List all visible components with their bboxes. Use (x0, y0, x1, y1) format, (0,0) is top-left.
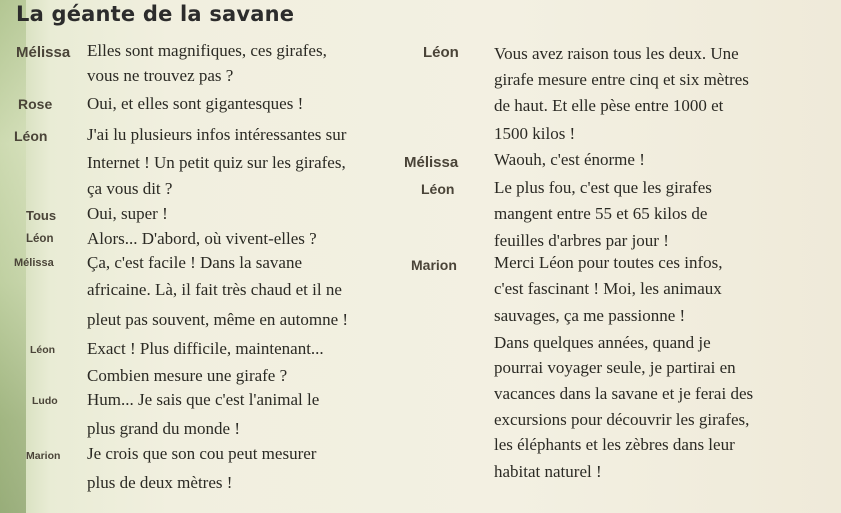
left-speaker-label: Mélissa (16, 44, 71, 61)
right-dialogue-line: 1500 kilos ! (494, 124, 576, 143)
right-dialogue-line: Waouh, c'est énorme ! (494, 150, 645, 169)
right-dialogue-line: vacances dans la savane et je ferai des (494, 384, 754, 403)
left-speaker-label: Rose (18, 96, 53, 112)
right-dialogue-line: feuilles d'arbres par jour ! (494, 231, 669, 250)
left-dialogue-line: J'ai lu plusieurs infos intéressantes sur (87, 125, 347, 144)
right-dialogue-line: pourrai voyager seule, je partirai en (494, 358, 736, 377)
right-dialogue-line: Le plus fou, c'est que les girafes (494, 178, 712, 197)
right-dialogue-line: Dans quelques années, quand je (494, 333, 711, 352)
left-speaker-label: Marion (26, 450, 61, 462)
right-dialogue-line: girafe mesure entre cinq et six mètres (494, 70, 749, 89)
left-dialogue-line: Oui, et elles sont gigantesques ! (87, 94, 304, 113)
left-dialogue-line: Internet ! Un petit quiz sur les girafes, (87, 153, 346, 172)
left-dialogue-line: africaine. Là, il fait très chaud et il ne (87, 280, 342, 299)
right-dialogue-line: c'est fascinant ! Moi, les animaux (494, 279, 722, 298)
left-dialogue-line: vous ne trouvez pas ? (87, 66, 234, 85)
left-dialogue-line: Combien mesure une girafe ? (87, 366, 288, 385)
right-dialogue-line: Merci Léon pour toutes ces infos, (494, 253, 723, 272)
page-title: La géante de la savane (16, 2, 295, 26)
left-dialogue-line: Oui, super ! (87, 204, 168, 223)
left-dialogue-line: plus grand du monde ! (87, 419, 240, 438)
left-dialogue-line: ça vous dit ? (87, 179, 173, 198)
left-dialogue-line: Exact ! Plus difficile, maintenant... (87, 339, 324, 358)
right-dialogue-line: excursions pour découvrir les girafes, (494, 410, 750, 429)
left-speaker-label: Léon (26, 233, 54, 245)
right-dialogue-line: sauvages, ça me passionne ! (494, 306, 686, 325)
right-dialogue-line: habitat naturel ! (494, 462, 602, 481)
left-speaker-label: Léon (14, 128, 48, 144)
right-dialogue-line: Vous avez raison tous les deux. Une (494, 44, 739, 63)
left-speaker-label: Ludo (32, 395, 58, 407)
right-dialogue-line: mangent entre 55 et 65 kilos de (494, 204, 708, 223)
left-dialogue-line: Je crois que son cou peut mesurer (87, 444, 317, 463)
left-speaker-label: Tous (26, 208, 57, 223)
left-speaker-label: Léon (30, 344, 56, 356)
left-dialogue-line: Ça, c'est facile ! Dans la savane (87, 253, 302, 272)
right-speaker-label: Mélissa (404, 154, 459, 171)
right-dialogue-line: de haut. Et elle pèse entre 1000 et (494, 96, 724, 115)
right-speaker-label: Léon (421, 181, 455, 197)
left-dialogue-line: Alors... D'abord, où vivent-elles ? (87, 229, 317, 248)
left-dialogue-line: Hum... Je sais que c'est l'animal le (87, 390, 320, 409)
right-dialogue-line: les éléphants et les zèbres dans leur (494, 435, 735, 454)
left-speaker-label: Mélissa (14, 257, 54, 269)
left-dialogue-line: pleut pas souvent, même en automne ! (87, 310, 349, 329)
left-dialogue-line: Elles sont magnifiques, ces girafes, (87, 41, 327, 60)
right-speaker-label: Léon (423, 44, 459, 61)
right-speaker-label: Marion (411, 257, 457, 273)
left-dialogue-line: plus de deux mètres ! (87, 473, 233, 492)
